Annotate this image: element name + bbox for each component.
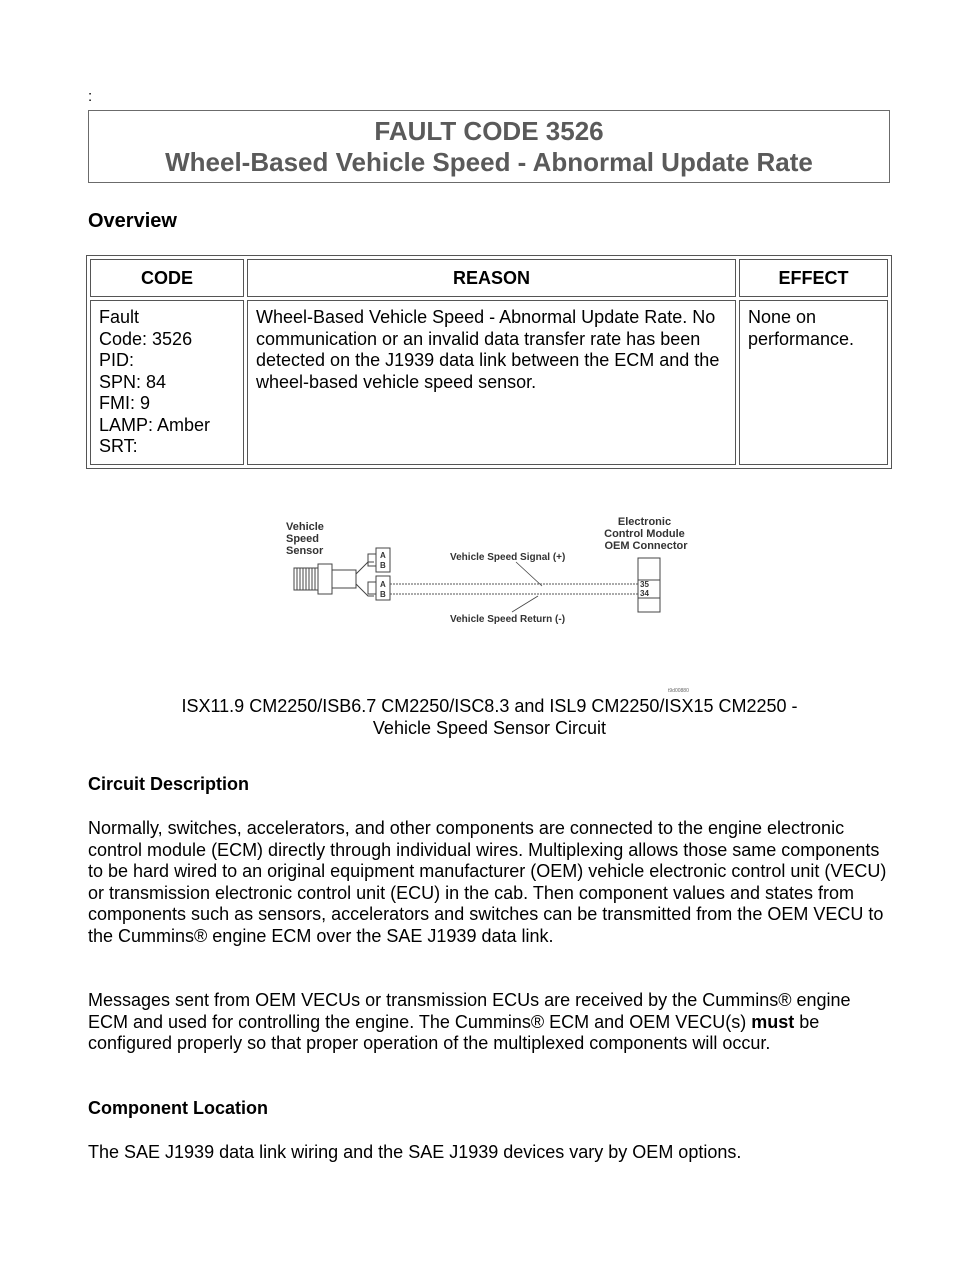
- svg-text:35 34: [640, 580, 651, 598]
- fault-code-title-box: [88, 110, 890, 183]
- paragraph2-start: Messages sent from OEM VECUs or transmission ECUs are received by the Cummins® engine ECM and used for controlling the engine. The Cummins® ECM and OEM VECU(s): [88, 990, 851, 1032]
- code-line-code: Code: 3526: [99, 328, 193, 349]
- figure-id: t9d00880: [668, 688, 689, 694]
- ecm-label-3: OEM Connector: [604, 540, 688, 552]
- return-leader-line: [512, 596, 538, 612]
- code-line-fmi: FMI: 9: [99, 393, 151, 413]
- pin-b-top: B: [380, 561, 386, 570]
- sensor-label-1: Vehicle: [286, 521, 324, 533]
- pin-a-bottom: A: [380, 580, 386, 589]
- circuit-description-heading: Circuit Description: [88, 774, 250, 794]
- signal-leader-line: [516, 562, 542, 586]
- page-title: FAULT CODE 3526: [374, 116, 604, 146]
- effect-cell: None on performance.: [739, 300, 888, 465]
- ecm-label-2: Control Module: [604, 528, 685, 540]
- speed-sensor-icon: [294, 562, 374, 596]
- return-label: Vehicle Speed Return (-): [450, 614, 566, 625]
- svg-text:A B: [380, 551, 388, 570]
- caption-line-2: Vehicle Speed Sensor Circuit: [372, 717, 607, 738]
- code-line-pid: PID:: [99, 350, 135, 370]
- code-cell: [90, 300, 244, 465]
- code-line-spn: SPN: 84: [99, 371, 167, 392]
- diagram-caption: [88, 696, 891, 739]
- component-location-paragraph: The SAE J1939 data link wiring and the SAE J1939 devices vary by OEM options.: [88, 1142, 742, 1162]
- code-line-lamp: LAMP: Amber: [99, 414, 211, 435]
- table-row: [90, 300, 888, 465]
- svg-text:A B: [380, 580, 388, 599]
- reason-header: REASON: [247, 259, 736, 297]
- overview-heading: Overview: [88, 210, 177, 232]
- reason-cell: Wheel-Based Vehicle Speed - Abnormal Update Rate. No communication or an invalid data transfer rate has been detected on the J1939 data link between the ECM and the wheel-based vehicle speed sensor.: [247, 300, 736, 465]
- svg-text:Vehicle Speed Sensor: [286, 521, 327, 557]
- circuit-description-paragraph-1: Normally, switches, accelerators, and other components are connected to the engine electronic control module (ECM) directly through individual wires. Multiplexing allows those same components to be hard wired to an original equipment manufacturer (OEM) vehicle electronic control unit (VECU) or transmission electronic control unit (ECU) in the cab. Then component values and states from components such as sensors, accelerators and switches can be transmitted from the OEM VECU to the Cummins® engine ECM over the SAE J1939 data link.: [88, 818, 887, 946]
- overview-table: [86, 255, 892, 469]
- code-header: CODE: [90, 259, 244, 297]
- page-subtitle: Wheel-Based Vehicle Speed - Abnormal Update Rate: [165, 147, 813, 177]
- paragraph2-bold: must: [751, 1011, 795, 1032]
- component-location-heading: Component Location: [88, 1098, 268, 1118]
- caption-line-1: ISX11.9 CM2250/ISB6.7 CM2250/ISC8.3 and ISL9 CM2250/ISX15 CM2250 -: [181, 696, 798, 716]
- sensor-circuit-diagram: [280, 510, 700, 695]
- paragraph2-end: be configured properly so that proper operation of the multiplexed components will occur.: [88, 1011, 820, 1053]
- table-header-row: [90, 259, 888, 297]
- signal-label: Vehicle Speed Signal (+): [450, 552, 566, 563]
- pin-b-bottom: B: [380, 590, 386, 599]
- code-line-fault: Fault: [99, 307, 140, 327]
- code-line-srt: SRT:: [99, 436, 138, 456]
- svg-text:Electronic Control Module: [604, 516, 688, 552]
- sensor-label-2: Speed: [286, 533, 320, 545]
- pin-34: 34: [640, 589, 649, 598]
- leading-colon: :: [88, 88, 93, 105]
- circuit-description-paragraph-2: [88, 990, 888, 1055]
- ecm-label-1: Electronic: [617, 516, 672, 528]
- sensor-label-3: Sensor: [286, 545, 324, 557]
- pin-a-top: A: [380, 551, 386, 560]
- effect-header: EFFECT: [739, 259, 888, 297]
- pin-35: 35: [640, 580, 649, 589]
